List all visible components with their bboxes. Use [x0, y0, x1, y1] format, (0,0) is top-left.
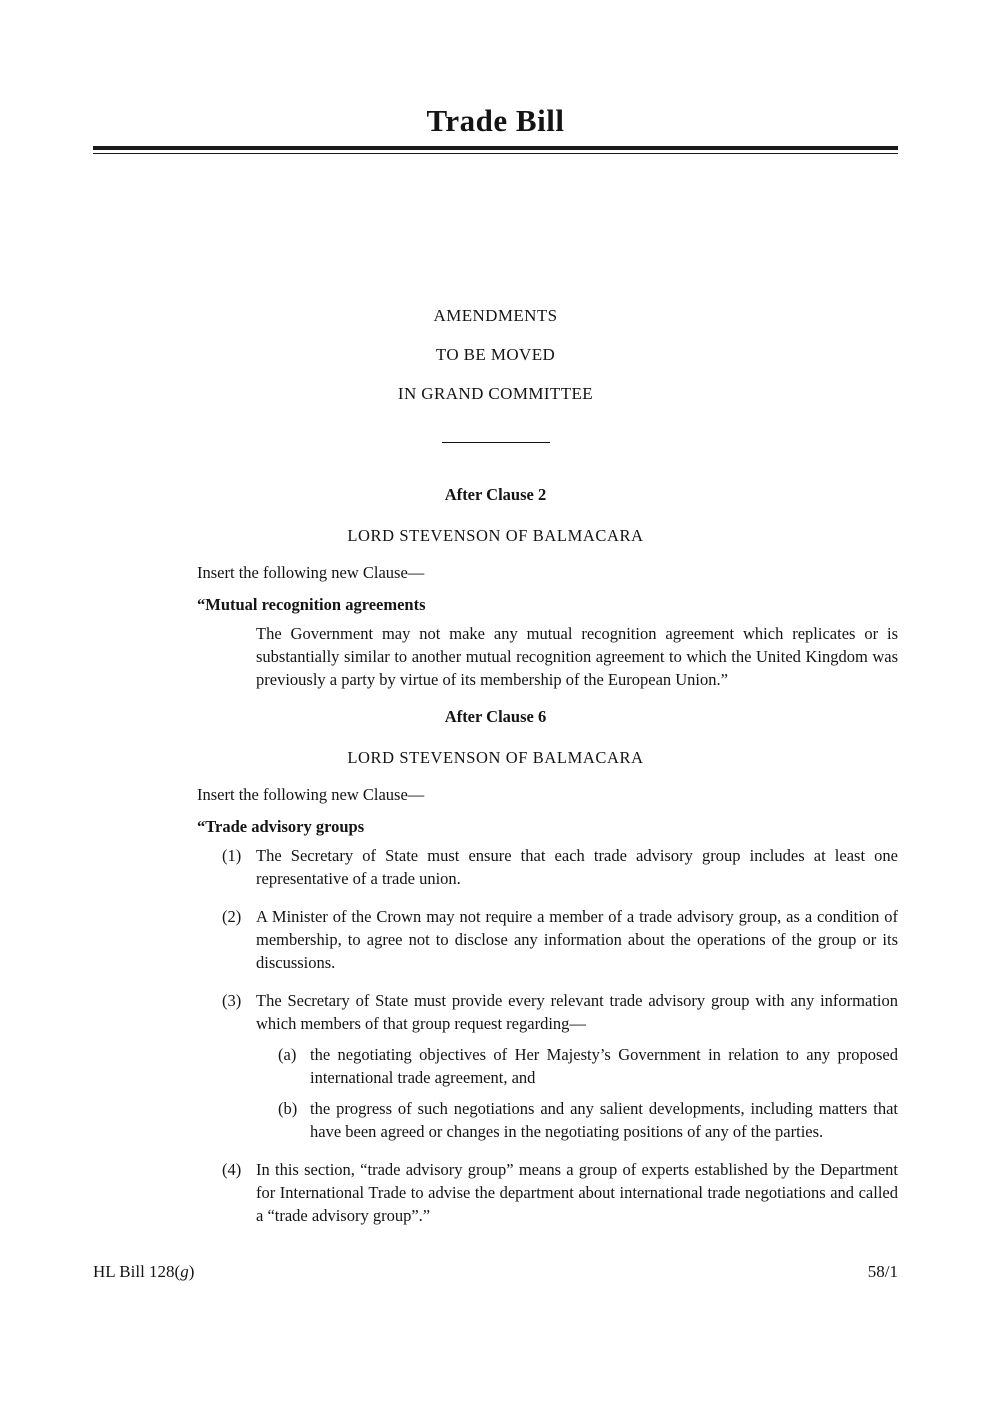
bill-number: [93, 1262, 194, 1282]
preamble-block: [93, 306, 898, 404]
bill-number-suffix: ): [188, 1262, 195, 1281]
insert-instruction: Insert the following new Clause—: [197, 785, 425, 804]
bill-number-prefix: HL Bill 128(: [93, 1262, 181, 1281]
title-rule-thin: [93, 153, 898, 154]
list-item: [222, 1158, 898, 1227]
clause-body: The Government may not make any mutual recognition agreement which replicates or is substantially similar to another mutual recognition agreement to which the United Kingdom was previously a party by virtue of its membership of the European Union.”: [256, 624, 898, 689]
item-text-wrapper: [256, 989, 898, 1143]
item-number: (2): [222, 907, 242, 926]
document-content: [93, 0, 898, 1242]
subitem-text: the progress of such negotiations and any salient developments, including matters that have been agreed or changes in the negotiating positions of any of the parties.: [310, 1099, 898, 1141]
section-heading-after-clause-2: After Clause 2: [444, 485, 547, 504]
subitem-number: (a): [278, 1045, 297, 1064]
title-rule-thick: [93, 146, 898, 150]
page-title: Trade Bill: [426, 103, 565, 138]
section-divider: [442, 442, 550, 443]
bill-number-italic: g: [180, 1262, 189, 1281]
preamble-line: AMENDMENTS: [433, 306, 558, 325]
sub-items: [256, 1043, 898, 1143]
item-number: (1): [222, 846, 242, 865]
mover-name: LORD STEVENSON OF BALMACARA: [347, 748, 644, 767]
preamble-line: TO BE MOVED: [435, 345, 556, 364]
sub-list-item: [278, 1043, 898, 1089]
sub-list-item: [278, 1097, 898, 1143]
item-text: The Secretary of State must provide every relevant trade advisory group with any information which members of that group request regarding—: [256, 991, 898, 1033]
page-footer: [93, 1262, 898, 1282]
amendment-reference: 58/1: [867, 1262, 898, 1281]
list-item: [222, 844, 898, 890]
item-text: A Minister of the Crown may not require a member of a trade advisory group, as a condition of membership, to agree not to disclose any information about the operations of the group or its discussions.: [256, 907, 898, 972]
clause-items: [93, 844, 898, 1227]
clause-title: “Mutual recognition agreements: [197, 595, 426, 614]
insert-instruction: Insert the following new Clause—: [197, 563, 425, 582]
clause-title: “Trade advisory groups: [197, 817, 365, 836]
preamble-line: IN GRAND COMMITTEE: [397, 384, 594, 403]
mover-name: LORD STEVENSON OF BALMACARA: [347, 526, 644, 545]
item-text: The Secretary of State must ensure that each trade advisory group includes at least one representative of a trade union.: [256, 846, 898, 888]
item-text: In this section, “trade advisory group” means a group of experts established by the Department for International Trade to advise the department about international trade negotiations and called a “trade advisory group”.”: [256, 1160, 898, 1225]
subitem-number: (b): [278, 1099, 298, 1118]
section-heading-after-clause-6: After Clause 6: [444, 707, 547, 726]
item-number: (3): [222, 991, 242, 1010]
list-item: [222, 989, 898, 1143]
item-number: (4): [222, 1160, 242, 1179]
subitem-text: the negotiating objectives of Her Majesty’s Government in relation to any proposed international trade agreement, and: [310, 1045, 898, 1087]
list-item: [222, 905, 898, 974]
